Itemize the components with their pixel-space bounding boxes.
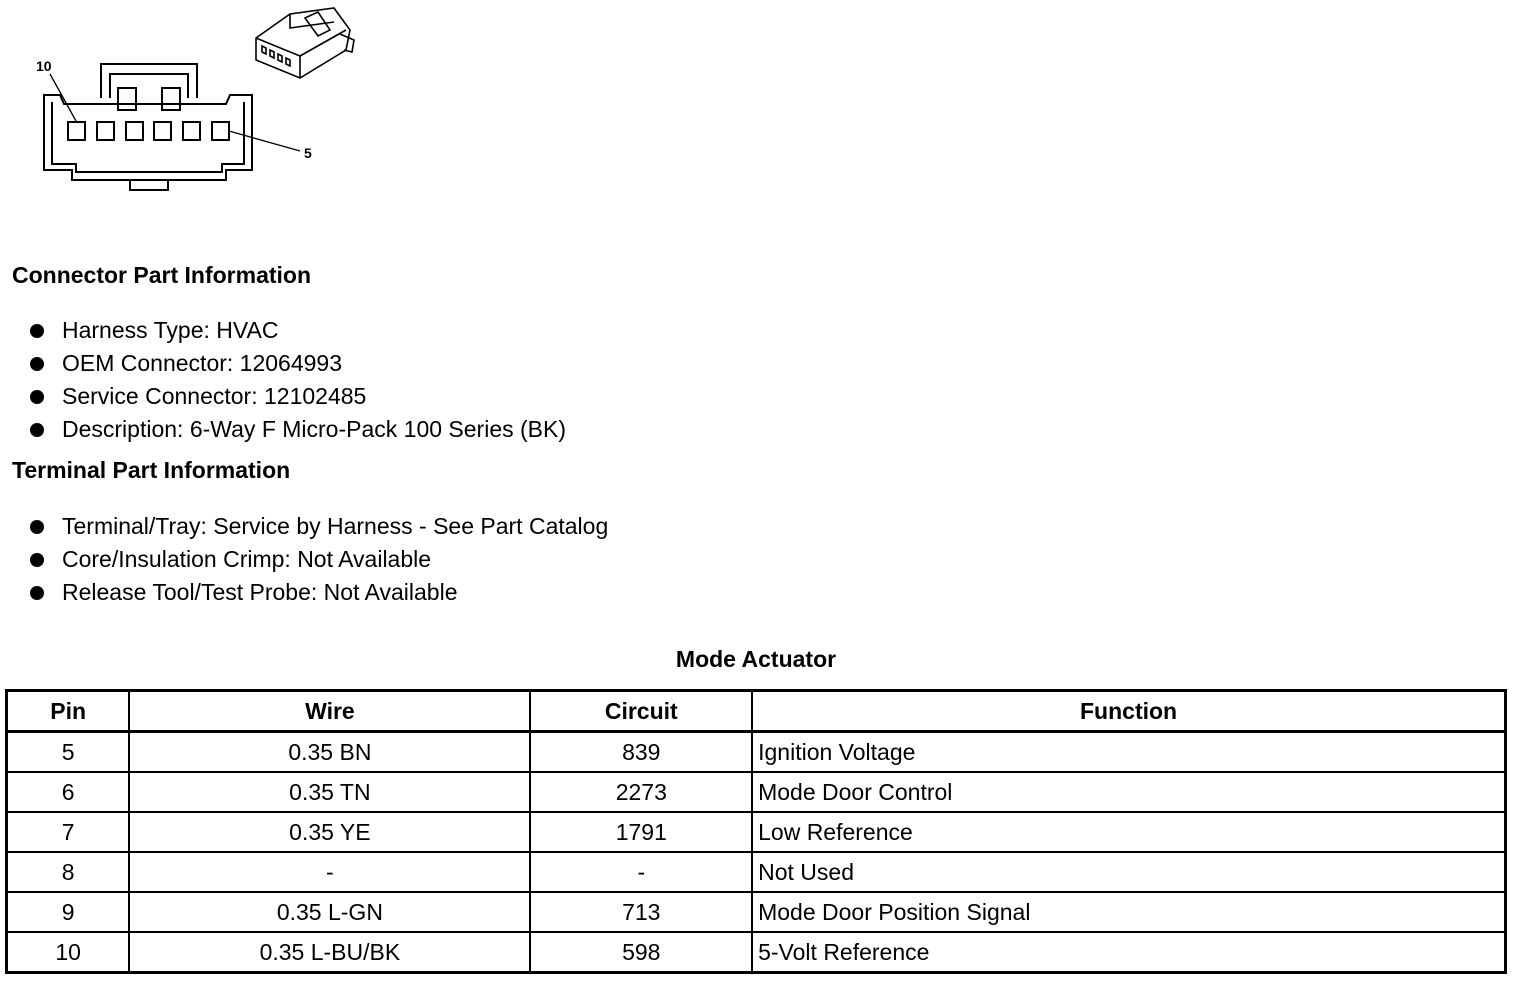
list-item-text: OEM Connector: 12064993 bbox=[62, 350, 343, 376]
cell-function: Mode Door Control bbox=[752, 772, 1505, 812]
cell-wire: 0.35 L-GN bbox=[129, 892, 530, 932]
cell-wire: 0.35 BN bbox=[129, 732, 530, 773]
bullet-icon bbox=[30, 586, 44, 600]
terminal-info-heading: Terminal Part Information bbox=[12, 457, 291, 483]
table-row bbox=[7, 852, 1506, 892]
pin-label-5: 5 bbox=[304, 145, 312, 161]
cell-function: Not Used bbox=[752, 852, 1505, 892]
bullet-icon bbox=[30, 324, 44, 338]
cell-pin: 7 bbox=[7, 812, 130, 852]
cell-function: Ignition Voltage bbox=[752, 732, 1505, 773]
cell-circuit: 839 bbox=[530, 732, 752, 773]
bullet-icon bbox=[30, 520, 44, 534]
connector-diagram bbox=[0, 0, 380, 210]
cell-pin: 6 bbox=[7, 772, 130, 812]
table-row bbox=[7, 732, 1506, 773]
column-header-pin: Pin bbox=[7, 691, 130, 732]
cell-function: Mode Door Position Signal bbox=[752, 892, 1505, 932]
list-item-text: Terminal/Tray: Service by Harness - See Part Catalog bbox=[62, 513, 609, 539]
table-row bbox=[7, 772, 1506, 812]
list-item-text: Description: 6-Way F Micro-Pack 100 Series (BK) bbox=[62, 416, 567, 442]
bullet-icon bbox=[30, 357, 44, 371]
list-item-text: Harness Type: HVAC bbox=[62, 317, 279, 343]
cell-circuit: - bbox=[530, 852, 752, 892]
column-header-wire: Wire bbox=[129, 691, 530, 732]
list-item bbox=[28, 510, 608, 543]
cell-wire: 0.35 YE bbox=[129, 812, 530, 852]
terminal-info-list bbox=[28, 510, 608, 609]
pin-label-10: 10 bbox=[36, 58, 52, 74]
column-header-circuit: Circuit bbox=[530, 691, 752, 732]
cell-pin: 10 bbox=[7, 932, 130, 973]
connector-info-list bbox=[28, 314, 566, 446]
cell-pin: 9 bbox=[7, 892, 130, 932]
list-item bbox=[28, 380, 566, 413]
list-item bbox=[28, 413, 566, 446]
list-item-text: Service Connector: 12102485 bbox=[62, 383, 367, 409]
bullet-icon bbox=[30, 390, 44, 404]
cell-pin: 8 bbox=[7, 852, 130, 892]
list-item bbox=[28, 543, 608, 576]
pinout-table bbox=[5, 689, 1507, 974]
table-row bbox=[7, 892, 1506, 932]
cell-circuit: 2273 bbox=[530, 772, 752, 812]
cell-function: 5-Volt Reference bbox=[752, 932, 1505, 973]
cell-wire: 0.35 TN bbox=[129, 772, 530, 812]
connector-face bbox=[44, 64, 300, 190]
cell-wire: - bbox=[129, 852, 530, 892]
cell-wire: 0.35 L-BU/BK bbox=[129, 932, 530, 973]
bullet-icon bbox=[30, 553, 44, 567]
cell-pin: 5 bbox=[7, 732, 130, 773]
list-item bbox=[28, 576, 608, 609]
list-item-text: Core/Insulation Crimp: Not Available bbox=[62, 546, 432, 572]
table-row bbox=[7, 932, 1506, 973]
cell-function: Low Reference bbox=[752, 812, 1505, 852]
cell-circuit: 713 bbox=[530, 892, 752, 932]
column-header-function: Function bbox=[752, 691, 1505, 732]
cell-circuit: 1791 bbox=[530, 812, 752, 852]
connector-isometric-icon bbox=[256, 8, 354, 78]
connector-info-heading: Connector Part Information bbox=[12, 262, 312, 288]
cell-circuit: 598 bbox=[530, 932, 752, 973]
table-header-row bbox=[7, 691, 1506, 732]
table-title: Mode Actuator bbox=[675, 646, 837, 672]
bullet-icon bbox=[30, 423, 44, 437]
list-item bbox=[28, 314, 566, 347]
list-item-text: Release Tool/Test Probe: Not Available bbox=[62, 579, 458, 605]
list-item bbox=[28, 347, 566, 380]
table-row bbox=[7, 812, 1506, 852]
